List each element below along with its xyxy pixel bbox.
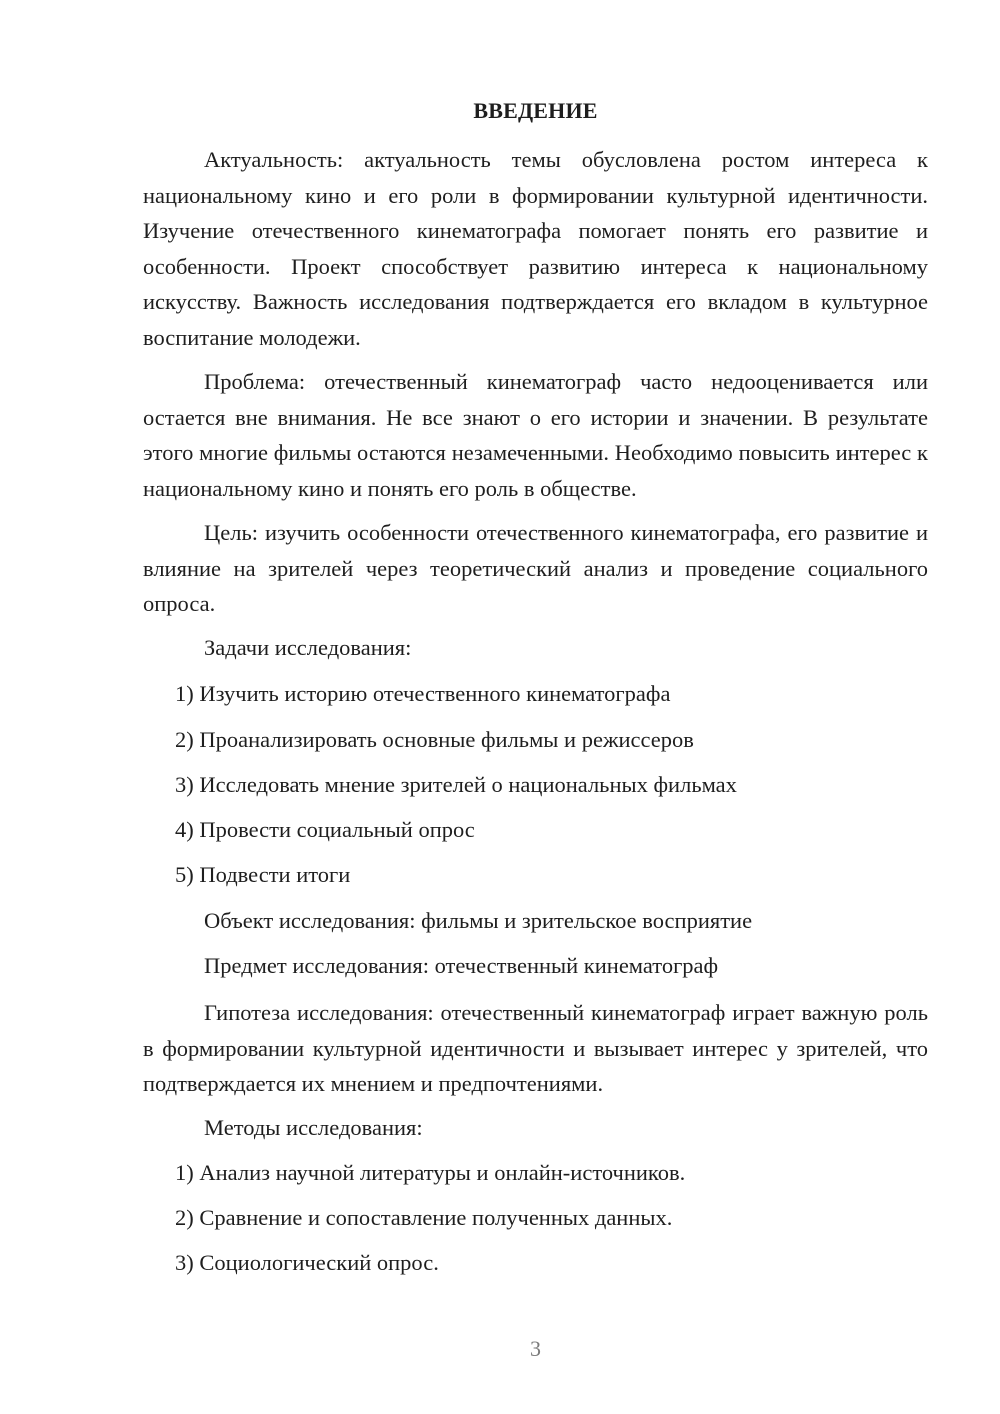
problem-paragraph: Проблема: отечественный кинематограф часто недооценивается или остается вне внимания. Не все знают о его истории и значении. В результате этого многие фильмы остаются незамеченными. Необходимо повысить интерес к национальному кино и понять его роль в обществе.: [143, 369, 928, 501]
task-item: 5) Подвести итоги: [175, 862, 351, 887]
goal-paragraph: Цель: изучить особенности отечественного кинематографа, его развитие и влияние на зрителей через теоретический анализ и проведение социального опроса.: [143, 520, 928, 616]
hypothesis-paragraph: Гипотеза исследования: отечественный кинематограф играет важную роль в формировании культурной идентичности и вызывает интерес у зрителей, что подтверждается их мнением и предпочтениями.: [143, 1000, 928, 1096]
method-item: 3) Социологический опрос.: [175, 1250, 439, 1275]
task-item: 3) Исследовать мнение зрителей о национальных фильмах: [175, 772, 737, 797]
methods-heading: Методы исследования:: [204, 1115, 423, 1140]
task-item: 4) Провести социальный опрос: [175, 817, 475, 842]
method-item: 2) Сравнение и сопоставление полученных данных.: [175, 1205, 673, 1230]
task-item: 1) Изучить историю отечественного кинематографа: [175, 681, 671, 706]
page-number: 3: [530, 1336, 541, 1361]
relevance-paragraph: Актуальность: актуальность темы обусловлена ростом интереса к национальному кино и его роли в формировании культурной идентичности. Изучение отечественного кинематографа помогает понять его развитие и особенности. Проект способствует развитию интереса к национальному искусству. Важность исследования подтверждается его вкладом в культурное воспитание молодежи.: [143, 147, 928, 350]
object-line: Объект исследования: фильмы и зрительское восприятие: [204, 908, 753, 933]
tasks-heading: Задачи исследования:: [204, 635, 412, 660]
method-item: 1) Анализ научной литературы и онлайн-источников.: [175, 1160, 686, 1185]
section-title: ВВЕДЕНИЕ: [473, 98, 598, 123]
subject-line: Предмет исследования: отечественный кинематограф: [204, 953, 719, 978]
task-item: 2) Проанализировать основные фильмы и режиссеров: [175, 727, 694, 752]
